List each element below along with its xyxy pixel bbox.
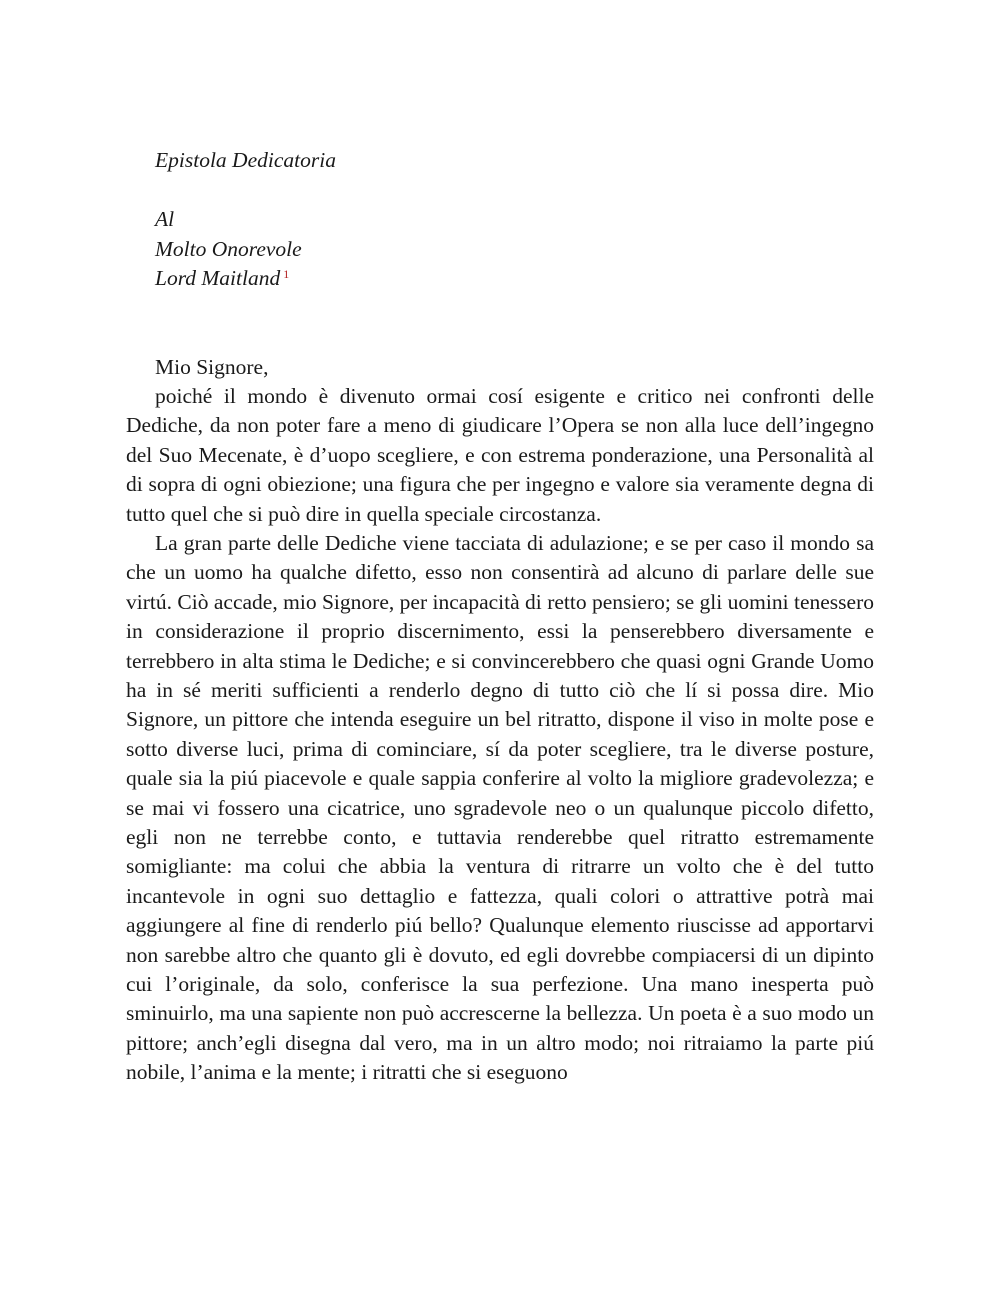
- epistle-title: Epistola Dedicatoria: [155, 148, 336, 172]
- spacer: [155, 176, 874, 206]
- dedication-heading: [155, 146, 874, 294]
- letter-body: [126, 353, 874, 1088]
- spacer: [126, 294, 874, 353]
- paragraph-2: La gran parte delle Dediche viene tacciata di adulazione; e se per caso il mondo sa che un uomo ha qualche difetto, esso non consentirà ad alcuno di parlare delle sue virtú. Ciò accade, mio Signore, per incapacità di retto pensiero; se gli uomini tenessero in considerazione il proprio discernimento, essi la penserebbero diversamente e terrebbero in alta stima le Dediche; e si convincerebbero che quasi ogni Grande Uomo ha in sé meriti sufficienti a renderlo degno di tutto ciò che lí si possa dire. Mio Signore, un pittore che intenda eseguire un bel ritratto, dispone il viso in molte pose e sotto diverse luci, prima di cominciare, sí da poter scegliere, tra le diverse posture, quale sia la piú piacevole e quale sappia conferire al volto la migliore gradevolezza; e se mai vi fossero una cicatrice, uno sgradevole neo o un qualunque piccolo difetto, egli non ne terrebbe conto, e tuttavia renderebbe quel ritratto estremamente somigliante: ma colui che abbia la ventura di ritrarre un volto che è del tutto incantevole in ogni suo dettaglio e fattezza, quali colori o attrattive potrà mai aggiungere al fine di renderlo piú bello? Qualunque elemento riuscisse ad apportarvi non sarebbe altro che quanto gli è dovuto, ed egli dovrebbe compiacersi di un dipinto cui l’originale, da solo, conferisce la sua perfezione. Una mano inesperta può sminuirlo, ma una sapiente non può accrescerne la bellezza. Un poeta è a suo modo un pittore; anch’egli disegna dal vero, ma in un altro modo; noi ritraiamo la parte piú nobile, l’anima e la mente; i ritratti che si eseguono: [126, 530, 874, 1085]
- address-name: Lord Maitland: [155, 266, 281, 290]
- salutation: Mio Signore,: [155, 354, 269, 379]
- address-line-2: Molto Onorevole: [155, 236, 302, 261]
- address-line-3: [155, 264, 874, 294]
- paragraph-1: poiché il mondo è divenuto ormai cosí esigente e critico nei confronti delle Dediche, da non poter fare a meno di giudicare l’Opera se non alla luce dell’ingegno del Suo Mecenate, è d’uopo scegliere, e con estrema ponderazione, una Personalità al di sopra di ogni obiezione; una figura che per ingegno e valore sia veramente degna di tutto quel che si può dire in quella speciale circostanza.: [126, 383, 874, 526]
- footnote-link[interactable]: 1: [283, 267, 290, 281]
- document-page: [126, 146, 874, 1088]
- address-line-1: Al: [155, 207, 175, 231]
